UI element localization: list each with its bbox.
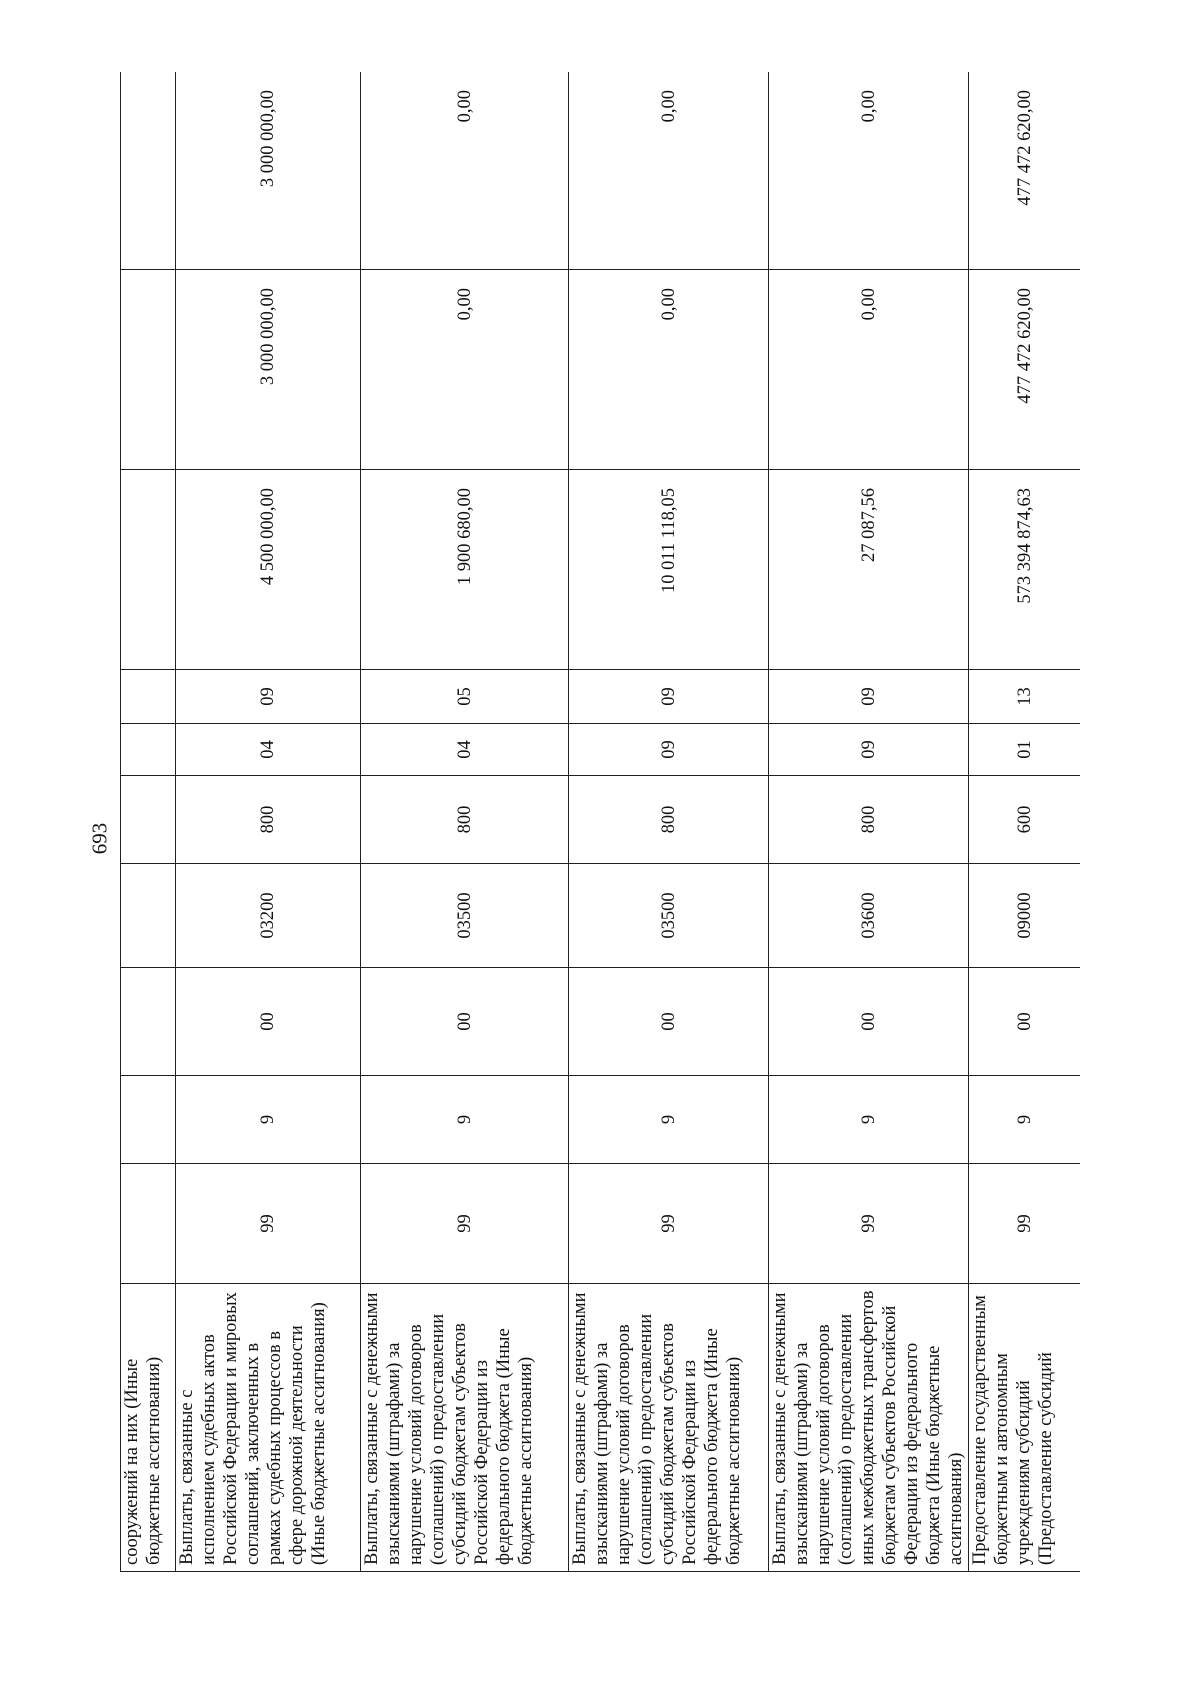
code-main-event: 00: [969, 968, 1081, 1076]
code-expense-type: 600: [969, 776, 1081, 864]
amount-year-3: 0,00: [569, 72, 769, 270]
code-program: 99: [969, 1164, 1081, 1284]
code-direction: [121, 864, 176, 968]
code-expense-type: 800: [569, 776, 769, 864]
code-direction: 03600: [769, 864, 969, 968]
amount-year-2: 477 472 620,00: [969, 270, 1081, 470]
code-subprogram: 9: [569, 1076, 769, 1164]
code-subsection: 13: [969, 670, 1081, 724]
table-row: [121, 72, 176, 1572]
amount-year-1: 10 011 118,05: [569, 470, 769, 670]
code-direction: 03500: [361, 864, 569, 968]
code-section: 09: [569, 724, 769, 776]
row-name: сооружений на них (Иные бюджетные ассигнования): [121, 1284, 176, 1572]
code-subsection: 09: [176, 670, 361, 724]
row-name: Выплаты, связанные с денежными взысканиями (штрафами) за нарушение условий договоров (соглашений) о предоставлении иных межбюджетных трансфертов бюджетам субъектов Российской Федерации из федерального бюджета (Иные бюджетные ассигнования): [769, 1284, 969, 1572]
row-name: Предоставление государственным бюджетным и автономным учреждениям субсидий (Предоставление субсидий: [969, 1284, 1081, 1572]
code-subsection: [121, 670, 176, 724]
table-row: [569, 72, 769, 1572]
amount-year-3: 0,00: [361, 72, 569, 270]
table-row: [769, 72, 969, 1572]
code-direction: 03200: [176, 864, 361, 968]
code-main-event: 00: [769, 968, 969, 1076]
rotated-table-area: [120, 72, 1080, 1572]
amount-year-1: 1 900 680,00: [361, 470, 569, 670]
code-section: 04: [361, 724, 569, 776]
code-program: 99: [569, 1164, 769, 1284]
code-program: 99: [361, 1164, 569, 1284]
code-subprogram: [121, 1076, 176, 1164]
amount-year-1: 27 087,56: [769, 470, 969, 670]
budget-table: [120, 72, 1080, 1572]
code-section: 04: [176, 724, 361, 776]
row-name: Выплаты, связанные с денежными взысканиями (штрафами) за нарушение условий договоров (соглашений) о предоставлении субсидий бюджетам субъектов Российской Федерации из федерального бюджета (Иные бюджетные ассигнования): [361, 1284, 569, 1572]
code-program: 99: [769, 1164, 969, 1284]
amount-year-1: 4 500 000,00: [176, 470, 361, 670]
amount-year-3: 0,00: [769, 72, 969, 270]
amount-year-1: 573 394 874,63: [969, 470, 1081, 670]
code-expense-type: 800: [176, 776, 361, 864]
amount-year-2: [121, 270, 176, 470]
amount-year-3: 3 000 000,00: [176, 72, 361, 270]
code-section: 09: [769, 724, 969, 776]
code-subprogram: 9: [969, 1076, 1081, 1164]
page-number: 693: [87, 822, 112, 855]
code-program: 99: [176, 1164, 361, 1284]
row-name: Выплаты, связанные с исполнением судебных актов Российской Федерации и мировых соглашений, заключенных в рамках судебных процессов в сфере дорожной деятельности (Иные бюджетные ассигнования): [176, 1284, 361, 1572]
code-subsection: 05: [361, 670, 569, 724]
code-expense-type: 800: [769, 776, 969, 864]
code-subsection: 09: [769, 670, 969, 724]
amount-year-2: 0,00: [769, 270, 969, 470]
code-main-event: 00: [176, 968, 361, 1076]
code-expense-type: [121, 776, 176, 864]
amount-year-3: 477 472 620,00: [969, 72, 1081, 270]
amount-year-2: 3 000 000,00: [176, 270, 361, 470]
amount-year-2: 0,00: [361, 270, 569, 470]
code-expense-type: 800: [361, 776, 569, 864]
code-main-event: 00: [361, 968, 569, 1076]
table-row: [969, 72, 1081, 1572]
table-row: [176, 72, 361, 1572]
code-main-event: 00: [569, 968, 769, 1076]
code-program: [121, 1164, 176, 1284]
row-name: Выплаты, связанные с денежными взысканиями (штрафами) за нарушение условий договоров (соглашений) о предоставлении субсидий бюджетам субъектов Российской Федерации из федерального бюджета (Иные бюджетные ассигнования): [569, 1284, 769, 1572]
code-direction: 03500: [569, 864, 769, 968]
code-section: [121, 724, 176, 776]
code-subprogram: 9: [361, 1076, 569, 1164]
code-main-event: [121, 968, 176, 1076]
table-row: [361, 72, 569, 1572]
amount-year-2: 0,00: [569, 270, 769, 470]
amount-year-1: [121, 470, 176, 670]
code-section: 01: [969, 724, 1081, 776]
code-subsection: 09: [569, 670, 769, 724]
code-subprogram: 9: [176, 1076, 361, 1164]
code-subprogram: 9: [769, 1076, 969, 1164]
amount-year-3: [121, 72, 176, 270]
code-direction: 09000: [969, 864, 1081, 968]
